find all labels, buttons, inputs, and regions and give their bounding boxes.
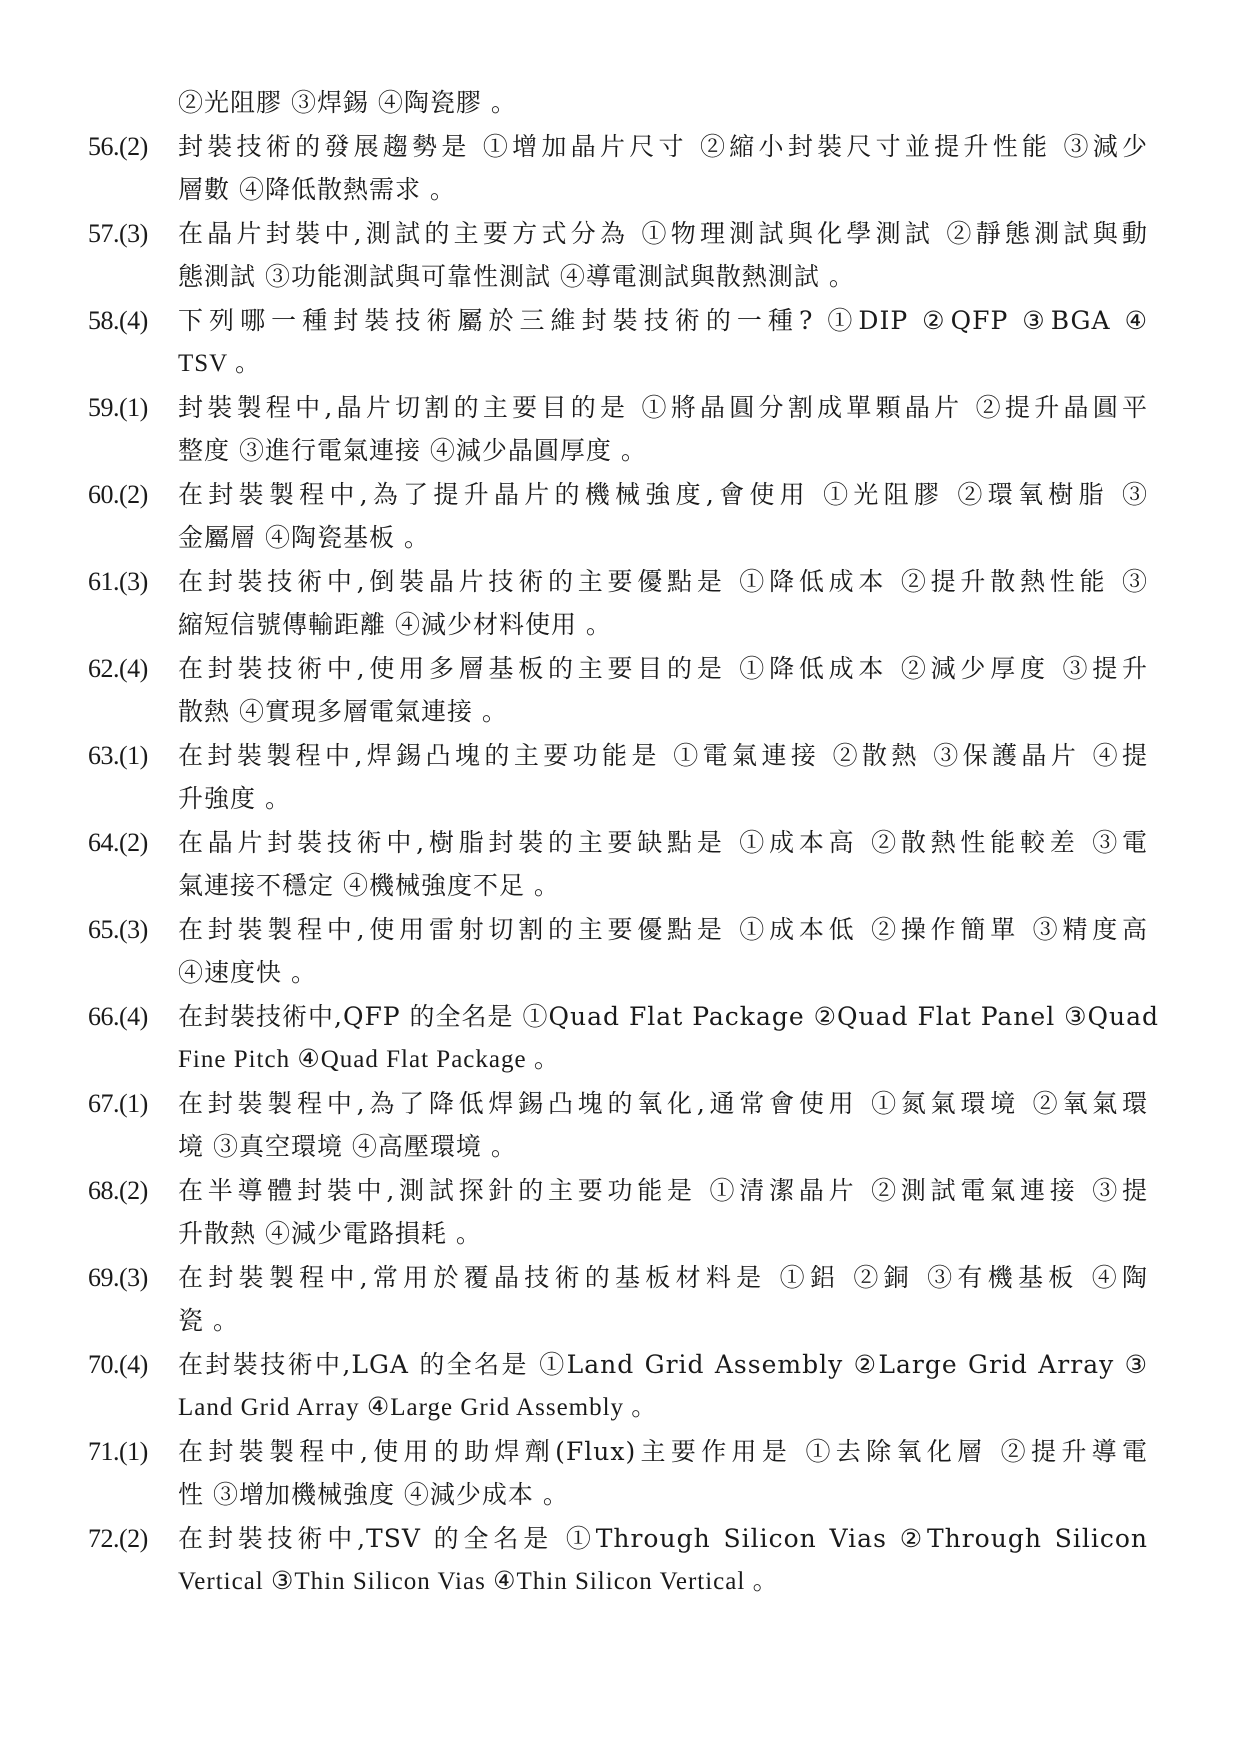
question-number: 64.(2) [88,827,148,857]
question-number: 59.(1) [88,392,148,422]
question-text-line: 升散熱 ④減少電路損耗 。 [178,1219,482,1248]
question-text-line: 在封裝製程中,使用雷射切割的主要優點是 ①成本低 ②操作簡單 ③精度高 [178,914,1148,944]
question-text-line: 在晶片封裝技術中,樹脂封裝的主要缺點是 ①成本高 ②散熱性能較差 ③電 [178,827,1148,857]
question-text-line: 金屬層 ④陶瓷基板 。 [178,523,430,552]
question-text-line: 縮短信號傳輸距離 ④減少材料使用 。 [178,610,612,639]
question-text-line: 在封裝技術中,QFP 的全名是 ①Quad Flat Package ②Quad Flat Panel ③Quad [178,1001,1160,1031]
question-text-line: 在封裝技術中,使用多層基板的主要目的是 ①降低成本 ②減少厚度 ③提升 [178,653,1148,683]
question-text-line: 在晶片封裝中,測試的主要方式分為 ①物理測試與化學測試 ②靜態測試與動 [178,218,1148,248]
question-text-line: 在封裝製程中,使用的助焊劑(Flux)主要作用是 ①去除氧化層 ②提升導電 [178,1436,1148,1466]
question-text-line: 整度 ③進行電氣連接 ④減少晶圓厚度 。 [178,436,647,465]
question-text-line: 在封裝製程中,為了降低焊錫凸塊的氧化,通常會使用 ①氮氣環境 ②氧氣環 [178,1088,1148,1118]
question-text-line: 升強度 。 [178,784,291,813]
question-text-line: 散熱 ④實現多層電氣連接 。 [178,697,508,726]
question-number: 69.(3) [88,1262,148,1292]
question-number: 65.(3) [88,914,148,944]
question-number: 67.(1) [88,1088,148,1118]
question-text-line: 封裝技術的發展趨勢是 ①增加晶片尺寸 ②縮小封裝尺寸並提升性能 ③減少 [178,131,1148,161]
question-number: 62.(4) [88,653,148,683]
question-number: 56.(2) [88,131,148,161]
question-text-line: Land Grid Array ④Large Grid Assembly 。 [178,1394,658,1421]
question-number: 60.(2) [88,479,148,509]
question-text-line: 在封裝技術中,倒裝晶片技術的主要優點是 ①降低成本 ②提升散熱性能 ③ [178,566,1148,596]
question-text-line: 在封裝技術中,TSV 的全名是 ①Through Silicon Vias ②Through Silicon [178,1523,1148,1553]
question-text-line: Fine Pitch ④Quad Flat Package 。 [178,1046,560,1073]
question-text-line: 在半導體封裝中,測試探針的主要功能是 ①清潔晶片 ②測試電氣連接 ③提 [178,1175,1148,1205]
question-number: 57.(3) [88,218,148,248]
question-text-line: 在封裝製程中,為了提升晶片的機械強度,會使用 ①光阻膠 ②環氧樹脂 ③ [178,479,1148,509]
question-text-line: 下列哪一種封裝技術屬於三維封裝技術的一種? ①DIP ②QFP ③BGA ④ [178,305,1148,335]
question-number: 61.(3) [88,566,148,596]
question-text-line: ②光阻膠 ③焊錫 ④陶瓷膠 。 [178,88,517,117]
question-text-line: 在封裝製程中,焊錫凸塊的主要功能是 ①電氣連接 ②散熱 ③保護晶片 ④提 [178,740,1148,770]
question-number: 71.(1) [88,1436,148,1466]
question-text-line: Vertical ③Thin Silicon Vias ④Thin Silicon Vertical 。 [178,1568,779,1595]
question-text-line: 在封裝製程中,常用於覆晶技術的基板材料是 ①鋁 ②銅 ③有機基板 ④陶 [178,1262,1148,1292]
question-number: 72.(2) [88,1523,148,1553]
question-text-line: 層數 ④降低散熱需求 。 [178,175,456,204]
question-number: 63.(1) [88,740,148,770]
question-text-line: 性 ③增加機械強度 ④減少成本 。 [178,1480,569,1509]
question-text-line: 封裝製程中,晶片切割的主要目的是 ①將晶圓分割成單顆晶片 ②提升晶圓平 [178,392,1148,422]
question-number: 68.(2) [88,1175,148,1205]
question-text-line: 氣連接不穩定 ④機械強度不足 。 [178,871,560,900]
question-text-line: 在封裝技術中,LGA 的全名是 ①Land Grid Assembly ②Large Grid Array ③ [178,1349,1148,1379]
question-text-line: 瓷 。 [178,1306,239,1335]
question-number: 58.(4) [88,305,148,335]
question-number: 70.(4) [88,1349,148,1379]
question-text-line: ④速度快 。 [178,958,317,987]
question-text-line: 境 ③真空環境 ④高壓環境 。 [178,1132,517,1161]
question-text-line: TSV 。 [178,350,262,377]
question-text-line: 態測試 ③功能測試與可靠性測試 ④導電測試與散熱測試 。 [178,262,855,291]
question-number: 66.(4) [88,1001,148,1031]
